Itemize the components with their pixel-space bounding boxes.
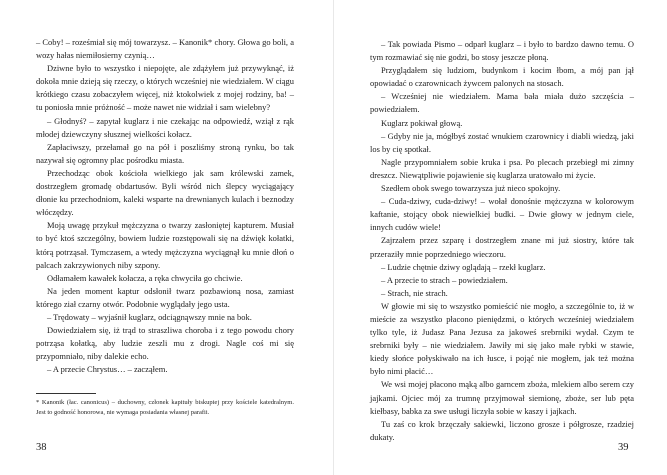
paragraph: Zapłaciwszy, przełamał go na pół i poszliśmy stroną rynku, bo tak nazywał się ogromny plac pośrodku miasta. bbox=[36, 141, 294, 165]
paragraph: – Wcześniej nie wiedziałem. Mama bała miała dużo szczęścia – powiedziałem. bbox=[370, 91, 634, 115]
paragraph: Szedłem obok swego towarzysza już nieco spokojny. bbox=[381, 183, 561, 194]
paragraph: Tu zaś co krok brzęczały sakiewki, liczono grosze i półgrosze, rzadziej dukaty. bbox=[370, 418, 634, 442]
paragraph: Odłamałem kawałek kołacza, a ręka chwyciła go chciwie. bbox=[47, 272, 243, 283]
paragraph: Moją uwagę przykuł mężczyzna o twarzy zasłoniętej kapturem. Musiał to być ktoś szczególny, bowiem ludzie rozstępowali się na dźwięk kołatki, którą potrząsał. Tymczasem, a wtedy mężczyzna wyciągnął ku mnie dłoń o palcach zakrzywionych niby szpony. bbox=[36, 220, 294, 270]
paragraph: – Tak powiada Pismo – odparł kuglarz – i było to bardzo dawno temu. O tym rozmawiać się nie godzi, bo stosy jeszcze płoną. bbox=[370, 39, 634, 63]
paragraph: Na jeden moment kaptur odsłonił twarz pozbawioną nosa, zamiast którego ział czarny otwór. Podobnie wyglądały jego usta. bbox=[36, 285, 294, 309]
paragraph: – A przecie Chrystus… – zacząłem. bbox=[47, 364, 168, 375]
paragraph: – Cuda-dziwy, cuda-dziwy! – wołał donośnie mężczyzna w kolorowym kaftanie, stojący obok niewielkiej budki. – Dwie głowy w jednym ciele, innych cudów wiele! bbox=[370, 196, 634, 233]
paragraph: – Strach, nie strach. bbox=[381, 287, 448, 298]
paragraph: Przechodząc obok kościoła wielkiego jak sam królewski zamek, dostrzegłem gromadę obdartusów. Byli wśród nich ślepcy wyciągający dłonie ku przechodniom, kaleki wsparte na drewnianych kulach i beznodzy włóczędzy. bbox=[36, 167, 294, 218]
paragraph: Kuglarz pokiwał głową. bbox=[381, 117, 463, 128]
page-number-right: 39 bbox=[618, 442, 629, 453]
paragraph: – Gdyby nie ja, mógłbyś zostać wnukiem czarownicy i diabli wiedzą, jaki los by cię spotkał. bbox=[370, 130, 634, 154]
paragraph: – Ludzie chętnie dziwy oglądają – rzekł kuglarz. bbox=[381, 261, 546, 272]
paragraph: Zajrzałem przez szparę i dostrzegłem znane mi już siostry, które tak przeraziły mnie poprzedniego wieczoru. bbox=[370, 235, 634, 259]
paragraph: – Trędowaty – wyjaśnił kuglarz, odciągnąwszy mnie na bok. bbox=[47, 311, 252, 322]
paragraph: Dowiedziałem się, iż trąd to straszliwa choroba i z tego powodu chory potrząsa kołatką, aby ludzie zeszli mu z drogi. Nagle coś mi się przypomniało, niby dalekie echo. bbox=[36, 325, 294, 362]
left-page bbox=[0, 0, 333, 475]
left-page-text bbox=[36, 36, 294, 376]
paragraph: Nagle przypomniałem sobie kruka i psa. Po plecach przebiegł mi zimny dreszcz. Niewątpliwie pojawienie się kuglarza uratowało mi życie. bbox=[370, 156, 634, 180]
paragraph: Dziwne było to wszystko i niepojęte, ale zdążyłem już przywyknąć, iż dokoła mnie dzieją się rzeczy, o których wcześniej nie wiedziałem. W ciągu krótkiego czasu zobaczyłem więcej, niż ktokolwiek z mojej rodziny, ba! – tu poniosła mnie próżność – może nawet nie widział i sam wielebny? bbox=[36, 63, 294, 113]
paragraph: – A przecie to strach – powiedziałem. bbox=[381, 274, 508, 285]
footnote-text: * Kanonik (łac. canonicus) – duchowny, członek kapituły biskupiej przy kościele katedralnym. Jest to godność honorowa, nie wymaga posiadania własnej parafii. bbox=[36, 399, 294, 416]
footnote bbox=[36, 398, 294, 417]
paragraph: – Głodnyś? – zapytał kuglarz i nie czekając na odpowiedź, wziął z rąk młodej dziewczyny słusznej wielkości kołacz. bbox=[36, 115, 294, 139]
right-page bbox=[334, 0, 667, 475]
paragraph: W głowie mi się to wszystko pomieścić nie mogło, a szczególnie to, iż w mieście za wszystko płacono pieniędzmi, o których wcześniej wiedziałem tylko tyle, iż Judasz Pana Jezusa za jakoweś srebrniki wydał. Czym te srebrniki były – nie wiedziałem. Jawiły mi się jako małe rybki w stawie, kiedy słońce połyskiwało na ich łusce, i pojąć nie mogłem, jak też można było nimi płacić… bbox=[370, 300, 634, 377]
paragraph: – Coby! – roześmiał się mój towarzysz. – Kanonik* chory. Głowa go boli, a wozy hałas niemiłosierny czynią… bbox=[36, 37, 294, 61]
right-page-text bbox=[370, 38, 634, 444]
page-number-left: 38 bbox=[36, 442, 47, 453]
footnote-rule bbox=[36, 393, 96, 394]
paragraph: We wsi mojej płacono mąką albo garncem zboża, mlekiem albo serem czy jajkami. Ojciec mój za trumnę przyjmował siemionę, zboże, ser lub pęta kiełbasy, babka za swe usługi liczyła sobie w kaszy i jajkach. bbox=[370, 379, 634, 416]
paragraph: Przyglądałem się ludziom, budynkom i kocim łbom, a mój pan jął opowiadać o czarownicach żywcem palonych na stosach. bbox=[370, 65, 634, 89]
